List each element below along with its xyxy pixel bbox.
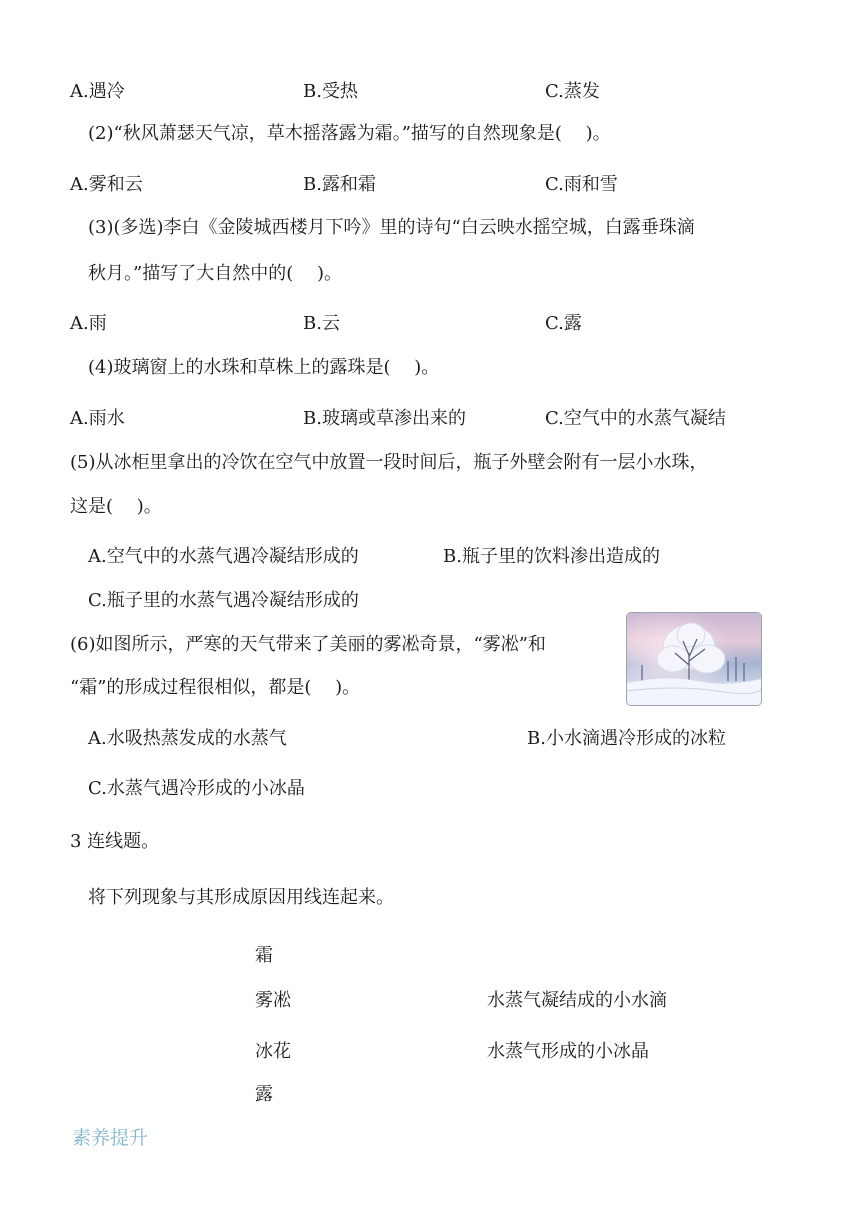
match-left-item-3[interactable]: 冰花 [255,1041,291,1062]
section3-title: 3 连线题。 [70,831,160,852]
match-left-item-4[interactable]: 露 [255,1084,273,1105]
q5-option-c: C.瓶子里的水蒸气遇冷凝结形成的 [88,590,359,611]
q3-stem-line2: 秋月。”描写了大自然中的( )。 [88,263,342,284]
q1-option-a: A.遇冷 [70,81,125,102]
q6-option-c: C.水蒸气遇冷形成的小冰晶 [88,778,305,799]
q6-option-b: B.小水滴遇冷形成的冰粒 [527,728,726,749]
rime-tree-illustration [627,613,761,705]
q6-option-a: A.水吸热蒸发成的水蒸气 [88,728,287,749]
q6-stem-line2: “霜”的形成过程很相似，都是( )。 [70,677,361,698]
q5-stem-line1: (5)从冰柜里拿出的冷饮在空气中放置一段时间后，瓶子外壁会附有一层小水珠， [70,452,708,473]
q3-option-b: B.云 [303,313,340,334]
q2-stem: (2)“秋风萧瑟天气凉，草木摇落露为霜。”描写的自然现象是( )。 [88,123,611,144]
q6-stem-line1: (6)如图所示，严寒的天气带来了美丽的雾凇奇景，“雾凇”和 [70,634,546,655]
q4-option-c: C.空气中的水蒸气凝结 [545,408,726,429]
q3-option-c: C.露 [545,313,582,334]
section3-instruction: 将下列现象与其形成原因用线连起来。 [88,887,394,908]
q5-stem-line2: 这是( )。 [70,496,162,517]
match-right-item-2[interactable]: 水蒸气形成的小冰晶 [487,1041,649,1062]
q2-option-c: C.雨和雪 [545,174,618,195]
q3-stem-line1: (3)(多选)李白《金陵城西楼月下吟》里的诗句“白云映水摇空城，白露垂珠滴 [88,217,695,238]
match-right-item-1[interactable]: 水蒸气凝结成的小水滴 [487,990,667,1011]
match-left-item-1[interactable]: 霜 [255,945,273,966]
section-heading-literacy: 素养提升 [72,1127,149,1149]
q4-option-a: A.雨水 [70,408,125,429]
q2-option-a: A.雾和云 [70,174,143,195]
q1-option-c: C.蒸发 [545,81,600,102]
q5-option-a: A.空气中的水蒸气遇冷凝结形成的 [88,546,359,567]
rime-photo [627,613,761,705]
q4-option-b: B.玻璃或草渗出来的 [303,408,466,429]
match-left-item-2[interactable]: 雾凇 [255,990,291,1011]
q4-stem: (4)玻璃窗上的水珠和草株上的露珠是( )。 [88,357,440,378]
q5-option-b: B.瓶子里的饮料渗出造成的 [443,546,660,567]
q3-option-a: A.雨 [70,313,107,334]
q2-option-b: B.露和霜 [303,174,376,195]
q1-option-b: B.受热 [303,81,358,102]
